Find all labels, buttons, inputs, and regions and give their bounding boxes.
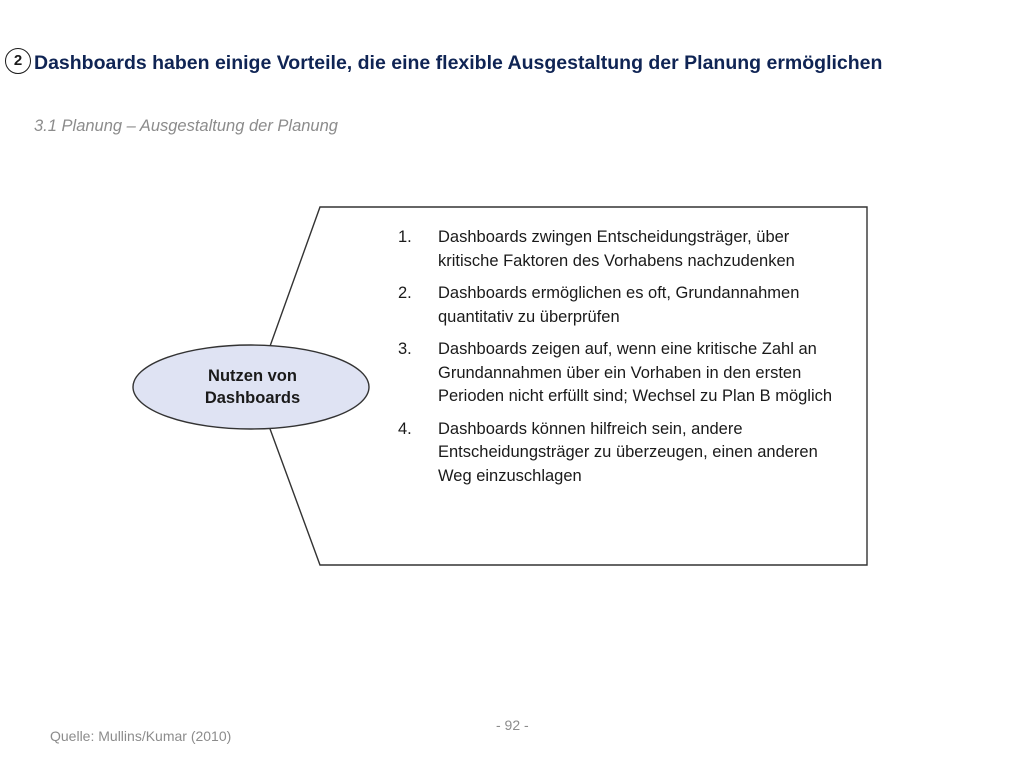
center-label-line2: Dashboards: [204, 389, 301, 407]
benefits-list: [398, 226, 848, 497]
list-item-number: 4.: [398, 419, 412, 438]
list-item: [398, 418, 848, 489]
list-item: [398, 226, 848, 273]
slide-title: Dashboards haben einige Vorteile, die eine flexible Ausgestaltung der Planung ermöglichen: [34, 52, 883, 74]
list-item: [398, 282, 848, 329]
list-item-number: 3.: [398, 340, 412, 358]
list-item: [398, 338, 848, 409]
list-item-text: Dashboards ermöglichen es oft, Grundannahmen quantitativ zu überprüfen: [438, 284, 800, 326]
list-item-number: 2.: [398, 284, 412, 302]
section-number-badge: 2: [5, 48, 31, 74]
center-label-line1: Nutzen von: [208, 367, 297, 385]
list-item-text: Dashboards zeigen auf, wenn eine kritische Zahl an Grundannahmen über ein Vorhaben in den ersten Perioden nicht erfüllt sind; Wechsel zu Plan B möglich: [438, 340, 833, 405]
list-item-text: Dashboards können hilfreich sein, andere Entscheidungsträger zu überzeugen, einen anderen Weg einzuschlagen: [438, 419, 818, 485]
page-number: - 92 -: [496, 717, 529, 733]
list-item-number: 1.: [398, 228, 412, 246]
list-item-text: Dashboards zwingen Entscheidungsträger, über kritische Faktoren des Vorhabens nachzudenken: [438, 228, 795, 270]
slide-subtitle: 3.1 Planung – Ausgestaltung der Planung: [34, 117, 338, 135]
source-citation: Quelle: Mullins/Kumar (2010): [50, 728, 232, 744]
center-label: [150, 365, 355, 409]
